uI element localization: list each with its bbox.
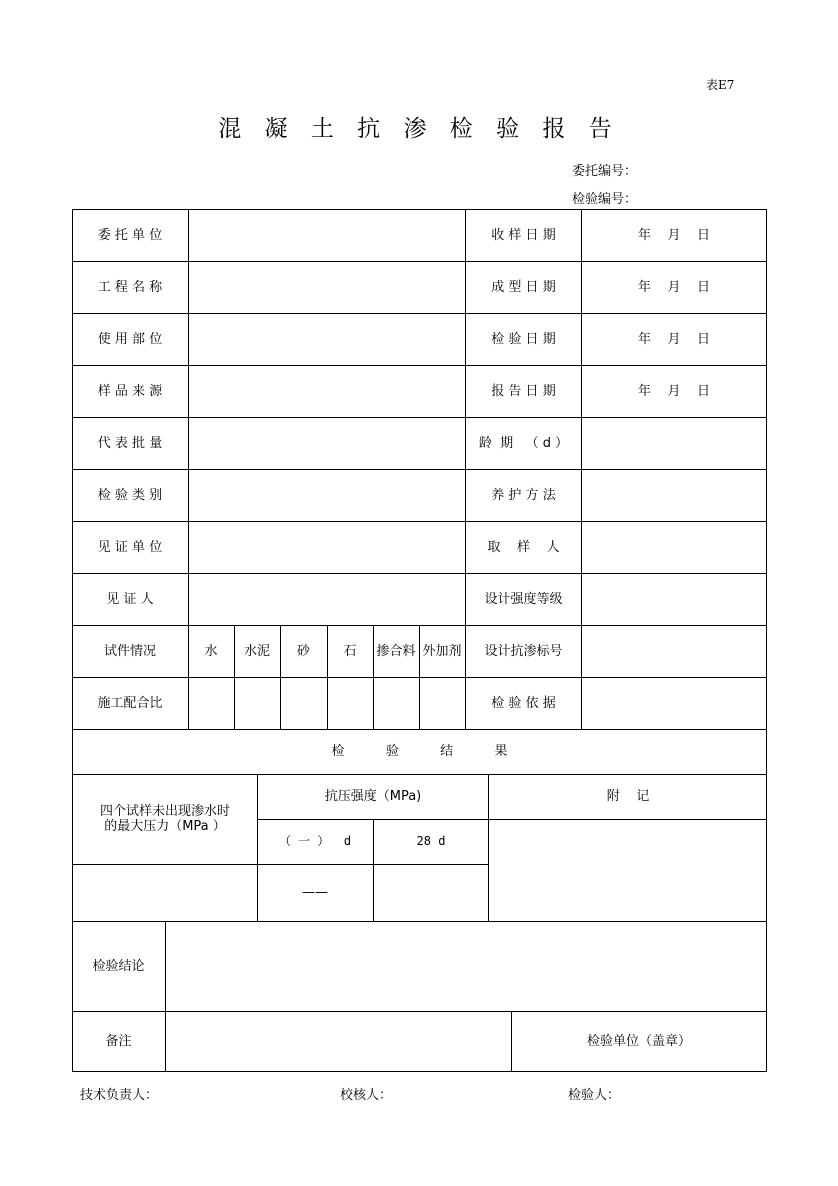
label-test-conclusion: 检验结论 <box>92 958 145 974</box>
field-sampler[interactable] <box>582 521 766 573</box>
material-stone: 石 <box>343 643 357 659</box>
field-note[interactable] <box>166 1012 511 1071</box>
label-construction-mix-ratio: 施工配合比 <box>97 695 163 711</box>
label-inspector: 检验人： <box>568 1088 621 1103</box>
value-dash: —— <box>302 885 328 900</box>
field-strength-28d[interactable] <box>374 865 488 921</box>
label-test-category: 检 验 类 别 <box>97 487 163 503</box>
label-batch-quantity: 代 表 批 量 <box>97 435 163 451</box>
field-ratio-sand[interactable] <box>281 678 327 729</box>
field-witness-unit[interactable] <box>189 522 465 573</box>
label-molding-date: 成 型 日 期 <box>491 279 556 295</box>
label-test-basis: 检 验 依 据 <box>491 695 556 711</box>
label-receive-date: 收 样 日 期 <box>491 227 556 243</box>
test-number-label: 检验编号： <box>572 192 638 207</box>
label-project-name: 工 程 名 称 <box>97 279 163 295</box>
field-batch-quantity[interactable] <box>189 418 465 469</box>
label-specimen-info: 试件情况 <box>103 643 156 659</box>
field-witness-person[interactable] <box>189 574 465 625</box>
label-max-pressure: 四个试样未出现渗水时的最大压力（MPa ） <box>99 804 230 834</box>
field-max-pressure[interactable] <box>73 865 257 921</box>
material-admixture: 掺合料 <box>376 643 416 659</box>
results-section-title: 检 验 结 果 <box>331 744 508 759</box>
label-note: 备注 <box>105 1033 132 1049</box>
label-entrusting-unit: 委 托 单 位 <box>97 227 163 243</box>
report-table <box>72 209 767 1072</box>
field-report-date[interactable]: 年 月 日 <box>637 383 711 399</box>
field-molding-date[interactable]: 年 月 日 <box>637 279 711 295</box>
field-test-basis[interactable] <box>582 678 766 729</box>
label-age-28: 28 d <box>416 834 446 848</box>
field-design-strength-grade[interactable] <box>582 573 766 625</box>
field-ratio-water[interactable] <box>189 678 234 729</box>
label-technical-lead: 技术负责人： <box>80 1088 159 1103</box>
field-entrusting-unit[interactable] <box>189 210 465 261</box>
label-witness-unit: 见 证 单 位 <box>97 539 163 555</box>
label-design-impermeability-grade: 设计抗渗标号 <box>484 643 563 659</box>
label-usage-location: 使 用 部 位 <box>97 331 163 347</box>
material-additive: 外加剂 <box>422 643 462 659</box>
field-ratio-cement[interactable] <box>235 678 280 729</box>
label-test-unit-seal: 检验单位（盖章） <box>586 1033 691 1049</box>
label-test-date: 检 验 日 期 <box>491 331 556 347</box>
field-test-category[interactable] <box>189 470 465 521</box>
material-sand: 砂 <box>296 643 310 659</box>
field-test-conclusion[interactable] <box>166 922 766 1011</box>
label-checker: 校核人： <box>340 1088 393 1103</box>
label-design-strength-grade: 设计强度等级 <box>484 591 563 607</box>
field-ratio-stone[interactable] <box>328 678 373 729</box>
label-remarks: 附 记 <box>606 789 650 804</box>
label-compressive-strength: 抗压强度（MPa) <box>324 789 422 804</box>
field-curing-method[interactable] <box>582 469 766 521</box>
field-ratio-additive[interactable] <box>420 678 465 729</box>
field-test-date[interactable]: 年 月 日 <box>637 331 711 347</box>
field-usage-location[interactable] <box>189 314 465 365</box>
page-title: 混 凝 土 抗 渗 检 验 报 告 <box>218 116 620 142</box>
label-age-days: 龄 期 （ d ） <box>478 435 569 451</box>
field-receive-date[interactable]: 年 月 日 <box>637 227 711 243</box>
material-cement: 水泥 <box>243 643 270 659</box>
field-age-days[interactable] <box>582 417 766 469</box>
label-age-custom: （ 一 ） d <box>278 834 352 848</box>
label-report-date: 报 告 日 期 <box>491 383 556 399</box>
material-water: 水 <box>204 643 218 659</box>
entrust-number-label: 委托编号： <box>572 164 638 179</box>
label-sample-source: 样 品 来 源 <box>97 383 163 399</box>
label-witness-person: 见 证 人 <box>106 591 154 607</box>
field-remarks[interactable] <box>489 820 766 921</box>
field-project-name[interactable] <box>189 262 465 313</box>
field-sample-source[interactable] <box>189 366 465 417</box>
form-code: 表E7 <box>706 78 735 92</box>
label-sampler: 取 样 人 <box>487 539 560 555</box>
field-ratio-admixture[interactable] <box>374 678 419 729</box>
label-curing-method: 养 护 方 法 <box>491 487 556 503</box>
field-design-impermeability-grade[interactable] <box>582 626 766 677</box>
